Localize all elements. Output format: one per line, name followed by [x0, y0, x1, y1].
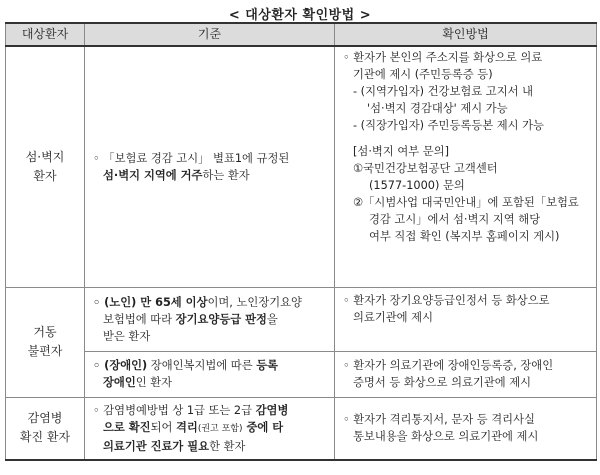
- method-cell-disabled: ◦ 환자가 의료기관에 장애인등록증, 장애인 증명서 등 화상으로 의료기관에 제시: [335, 351, 597, 397]
- header-criteria: 기준: [85, 23, 335, 46]
- category-cell-mobility: 거동 불편자: [6, 287, 85, 397]
- criteria-cell-island: ◦ 「보험료 경감 고시」 별표1에 규정된 섬·벽지 지역에 거주하는 환자: [85, 46, 335, 287]
- table-row-island: [6, 46, 597, 287]
- criteria-cell-disabled: ◦ (장애인) 장애인복지법에 따른 등록 장애인인 환자: [85, 351, 335, 397]
- target-patient-table: [5, 22, 597, 461]
- category-cell-island: 섬·벽지 환자: [6, 46, 85, 287]
- criteria-cell-infection: ◦ 감염병예방법 상 1급 또는 2급 감염병 으로 확진되어 격리(권고 포함) 중에 타 의료기관 진료가 필요한 환자: [85, 397, 335, 460]
- method-cell-elderly: ◦ 환자가 장기요양등급인정서 등 화상으로 의료기관에 제시: [335, 287, 597, 351]
- table-row-disabled: [6, 351, 597, 397]
- method-cell-island: ◦ 환자가 본인의 주소지를 화상으로 의료 기관에 제시 (주민등록증 등) - (지역가입자) 건강보험료 고지서 내 '섬·벽지 경감대상' 제시 가능 - (직장가입자) 주민등록등본 제시 가능 [섬·벽지 여부 문의] ①국민건강보험공단 고객센터 (1577-1000) 문의 ②「시범사업 대국민안내」에 포함된「보험료 경감 고시」에서 섬·벽지 지역 해당 여부 직접 확인 (복지부 홈페이지 게시): [335, 46, 597, 287]
- table-row-infection: [6, 397, 597, 460]
- header-method: 확인방법: [335, 23, 597, 46]
- header-category: 대상환자: [6, 23, 85, 46]
- table-header-row: [6, 23, 597, 46]
- criteria-cell-elderly: ◦ (노인) 만 65세 이상이며, 노인장기요양 보험법에 따라 장기요양등급 판정을 받은 환자: [85, 287, 335, 351]
- page-title: < 대상환자 확인방법 >: [228, 8, 372, 23]
- category-cell-infection: 감염병 확진 환자: [6, 397, 85, 460]
- table-row-elderly: [6, 287, 597, 351]
- method-cell-infection: ◦ 환자가 격리통지서, 문자 등 격리사실 통보내용을 화상으로 의료기관에 제시: [335, 397, 597, 460]
